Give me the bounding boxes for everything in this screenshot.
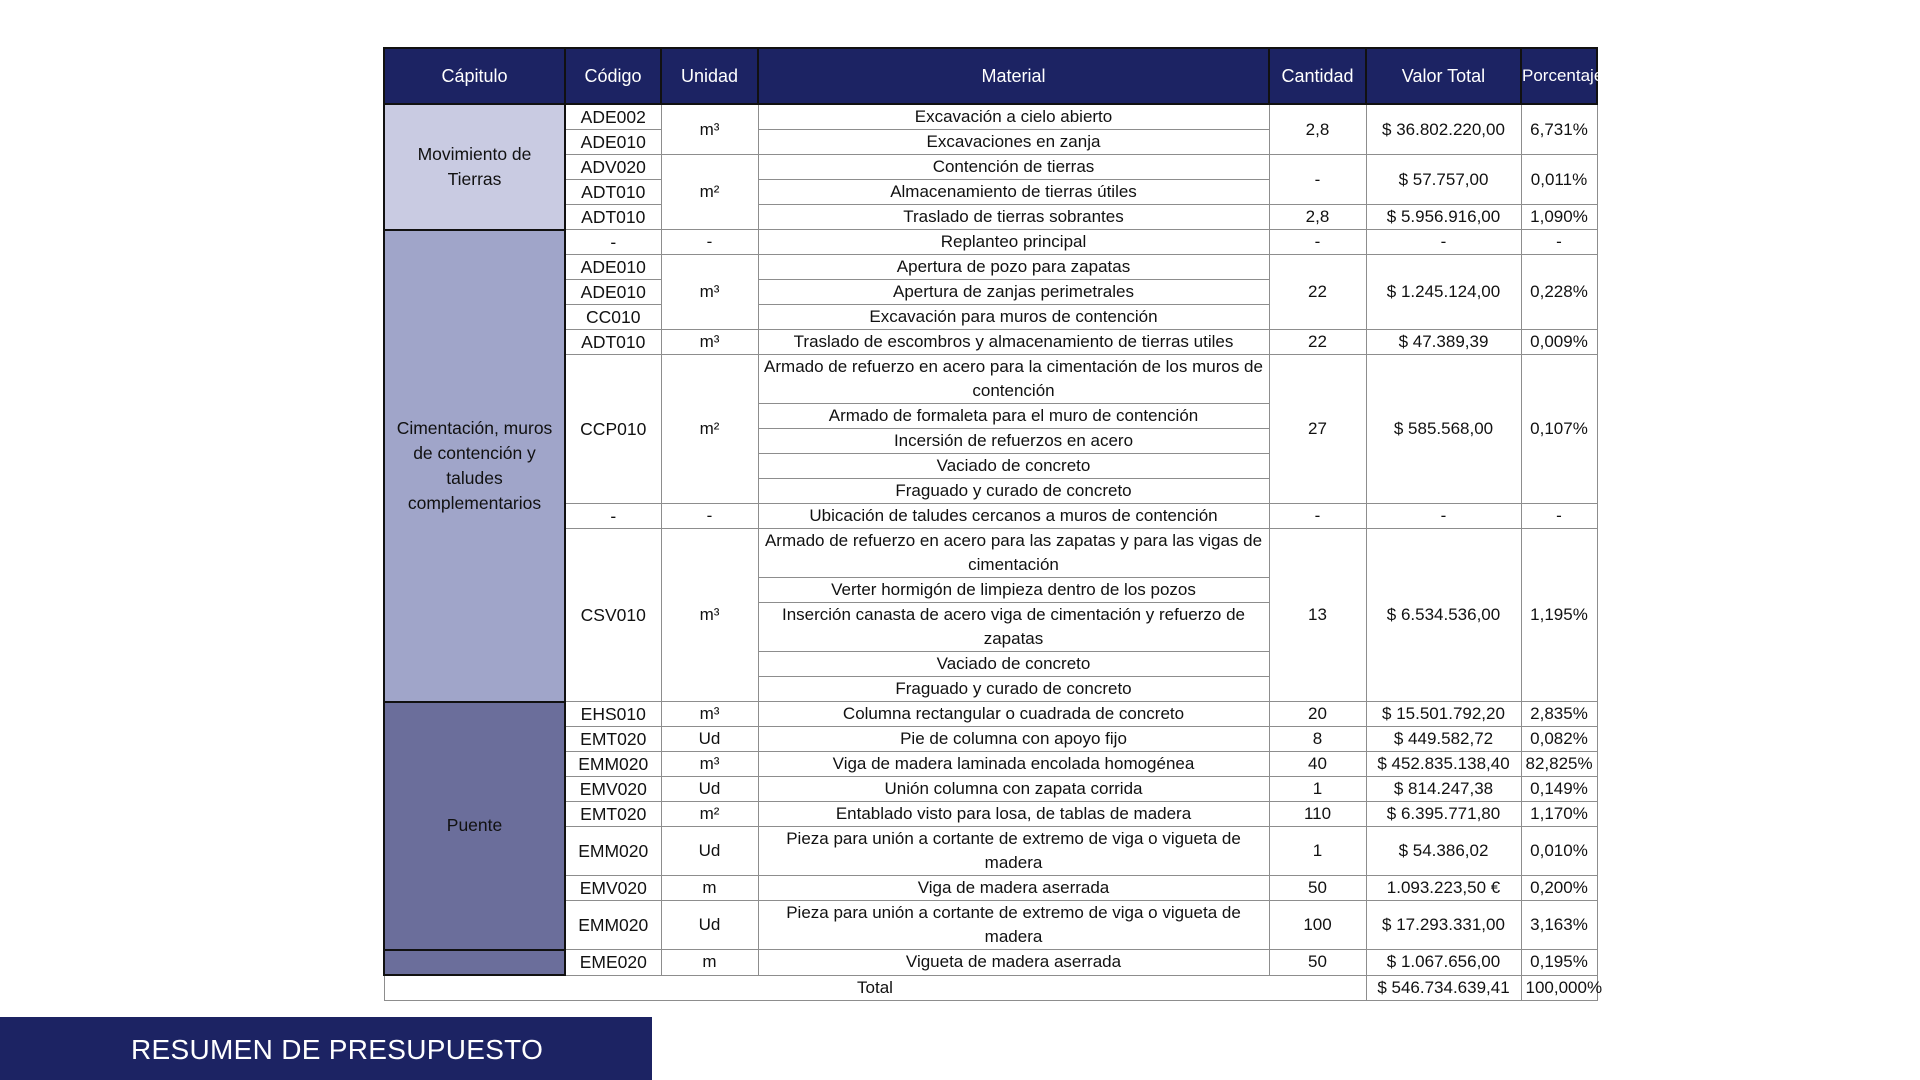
material-cell: Armado de refuerzo en acero para la cimentación de los muros de contención xyxy=(758,355,1269,404)
material-cell: Excavaciones en zanja xyxy=(758,130,1269,155)
material-cell: Contención de tierras xyxy=(758,155,1269,180)
value-cell: $ 47.389,39 xyxy=(1366,330,1521,355)
quantity-cell: 1 xyxy=(1269,827,1366,876)
percentage-cell: 0,228% xyxy=(1521,255,1597,330)
unit-cell: m xyxy=(661,876,758,901)
table-row xyxy=(384,330,1597,355)
code-cell: EMT020 xyxy=(565,802,661,827)
table-row xyxy=(384,529,1597,578)
material-cell: Apertura de zanjas perimetrales xyxy=(758,280,1269,305)
table-row xyxy=(384,752,1597,777)
table-row xyxy=(384,355,1597,404)
unit-cell: m² xyxy=(661,355,758,504)
unit-cell: m xyxy=(661,950,758,976)
quantity-cell: 40 xyxy=(1269,752,1366,777)
material-cell: Armado de formaleta para el muro de contención xyxy=(758,404,1269,429)
table-row xyxy=(384,802,1597,827)
percentage-cell: - xyxy=(1521,230,1597,255)
chapter-cell: Cimentación, muros de contención y taludes complementarios xyxy=(384,230,565,702)
percentage-cell: 1,090% xyxy=(1521,205,1597,230)
code-cell: - xyxy=(565,504,661,529)
code-cell: EMM020 xyxy=(565,827,661,876)
value-cell: $ 15.501.792,20 xyxy=(1366,702,1521,727)
header-total-value: Valor Total xyxy=(1366,48,1521,104)
unit-cell: Ud xyxy=(661,777,758,802)
quantity-cell: 50 xyxy=(1269,876,1366,901)
value-cell: $ 5.956.916,00 xyxy=(1366,205,1521,230)
quantity-cell: 110 xyxy=(1269,802,1366,827)
chapter-cell: Movimiento de Tierras xyxy=(384,104,565,230)
value-cell: $ 17.293.331,00 xyxy=(1366,901,1521,950)
code-cell: ADE010 xyxy=(565,280,661,305)
value-cell: $ 814.247,38 xyxy=(1366,777,1521,802)
quantity-cell: - xyxy=(1269,155,1366,205)
code-cell: EME020 xyxy=(565,950,661,976)
table-row xyxy=(384,702,1597,727)
table-header-row xyxy=(384,48,1597,104)
material-cell: Unión columna con zapata corrida xyxy=(758,777,1269,802)
material-cell: Entablado visto para losa, de tablas de madera xyxy=(758,802,1269,827)
header-percentage: Porcentaje xyxy=(1521,48,1597,104)
code-cell: EMV020 xyxy=(565,876,661,901)
unit-cell: m² xyxy=(661,155,758,230)
material-cell: Traslado de escombros y almacenamiento de tierras utiles xyxy=(758,330,1269,355)
code-cell: EMM020 xyxy=(565,901,661,950)
unit-cell: m³ xyxy=(661,255,758,330)
code-cell: ADV020 xyxy=(565,155,661,180)
table-row xyxy=(384,950,1597,976)
quantity-cell: 2,8 xyxy=(1269,205,1366,230)
code-cell: CCP010 xyxy=(565,355,661,504)
unit-cell: - xyxy=(661,230,758,255)
value-cell: 1.093.223,50 € xyxy=(1366,876,1521,901)
chapter-cell: Puente xyxy=(384,702,565,950)
material-cell: Viga de madera laminada encolada homogénea xyxy=(758,752,1269,777)
material-cell: Incersión de refuerzos en acero xyxy=(758,429,1269,454)
table-row xyxy=(384,104,1597,130)
quantity-cell: 100 xyxy=(1269,901,1366,950)
value-cell: $ 449.582,72 xyxy=(1366,727,1521,752)
table-row xyxy=(384,230,1597,255)
material-cell: Vaciado de concreto xyxy=(758,652,1269,677)
percentage-cell: 0,200% xyxy=(1521,876,1597,901)
quantity-cell: 8 xyxy=(1269,727,1366,752)
code-cell: ADT010 xyxy=(565,330,661,355)
quantity-cell: 50 xyxy=(1269,950,1366,976)
percentage-cell: 2,835% xyxy=(1521,702,1597,727)
code-cell: EMT020 xyxy=(565,727,661,752)
code-cell: CSV010 xyxy=(565,529,661,702)
unit-cell: m³ xyxy=(661,529,758,702)
material-cell: Viga de madera aserrada xyxy=(758,876,1269,901)
percentage-cell: 1,170% xyxy=(1521,802,1597,827)
material-cell: Almacenamiento de tierras útiles xyxy=(758,180,1269,205)
material-cell: Inserción canasta de acero viga de cimentación y refuerzo de zapatas xyxy=(758,603,1269,652)
table-row xyxy=(384,777,1597,802)
percentage-cell: 0,149% xyxy=(1521,777,1597,802)
unit-cell: Ud xyxy=(661,727,758,752)
code-cell: ADT010 xyxy=(565,180,661,205)
quantity-cell: 20 xyxy=(1269,702,1366,727)
table-row xyxy=(384,155,1597,180)
unit-cell: m³ xyxy=(661,104,758,155)
material-cell: Pieza para unión a cortante de extremo de viga o vigueta de madera xyxy=(758,901,1269,950)
quantity-cell: - xyxy=(1269,230,1366,255)
code-cell: CC010 xyxy=(565,305,661,330)
budget-table xyxy=(383,47,1604,1001)
header-chapter: Cápitulo xyxy=(384,48,565,104)
material-cell: Ubicación de taludes cercanos a muros de contención xyxy=(758,504,1269,529)
value-cell: - xyxy=(1366,230,1521,255)
percentage-cell: 0,107% xyxy=(1521,355,1597,504)
unit-cell: m³ xyxy=(661,752,758,777)
header-code: Código xyxy=(565,48,661,104)
percentage-cell: 1,195% xyxy=(1521,529,1597,702)
table-row xyxy=(384,255,1597,280)
material-cell: Pieza para unión a cortante de extremo de viga o vigueta de madera xyxy=(758,827,1269,876)
quantity-cell: 13 xyxy=(1269,529,1366,702)
header-quantity: Cantidad xyxy=(1269,48,1366,104)
value-cell: $ 36.802.220,00 xyxy=(1366,104,1521,155)
percentage-cell: 0,195% xyxy=(1521,950,1597,976)
total-row xyxy=(384,975,1597,1001)
material-cell: Traslado de tierras sobrantes xyxy=(758,205,1269,230)
value-cell: - xyxy=(1366,504,1521,529)
table-row xyxy=(384,504,1597,529)
unit-cell: m² xyxy=(661,802,758,827)
material-cell: Vigueta de madera aserrada xyxy=(758,950,1269,976)
header-material: Material xyxy=(758,48,1269,104)
material-cell: Armado de refuerzo en acero para las zapatas y para las vigas de cimentación xyxy=(758,529,1269,578)
code-cell: - xyxy=(565,230,661,255)
material-cell: Excavación a cielo abierto xyxy=(758,104,1269,130)
material-cell: Replanteo principal xyxy=(758,230,1269,255)
title-banner xyxy=(0,1017,652,1080)
unit-cell: m³ xyxy=(661,330,758,355)
code-cell: ADE002 xyxy=(565,104,661,130)
table-row xyxy=(384,205,1597,230)
material-cell: Fraguado y curado de concreto xyxy=(758,479,1269,504)
total-value: $ 546.734.639,41 xyxy=(1366,975,1521,1001)
quantity-cell: 22 xyxy=(1269,255,1366,330)
material-cell: Verter hormigón de limpieza dentro de los pozos xyxy=(758,578,1269,603)
header-unit: Unidad xyxy=(661,48,758,104)
unit-cell: Ud xyxy=(661,827,758,876)
code-cell: EMV020 xyxy=(565,777,661,802)
material-cell: Apertura de pozo para zapatas xyxy=(758,255,1269,280)
value-cell: $ 1.067.656,00 xyxy=(1366,950,1521,976)
unit-cell: - xyxy=(661,504,758,529)
unit-cell: m³ xyxy=(661,702,758,727)
total-label: Total xyxy=(384,975,1366,1001)
table-row xyxy=(384,876,1597,901)
code-cell: ADT010 xyxy=(565,205,661,230)
percentage-cell: 3,163% xyxy=(1521,901,1597,950)
percentage-cell: 0,011% xyxy=(1521,155,1597,205)
material-cell: Fraguado y curado de concreto xyxy=(758,677,1269,702)
value-cell: $ 57.757,00 xyxy=(1366,155,1521,205)
percentage-cell: 0,082% xyxy=(1521,727,1597,752)
unit-cell: Ud xyxy=(661,901,758,950)
material-cell: Columna rectangular o cuadrada de concreto xyxy=(758,702,1269,727)
table-row xyxy=(384,727,1597,752)
material-cell: Excavación para muros de contención xyxy=(758,305,1269,330)
total-percentage: 100,000% xyxy=(1521,975,1597,1001)
slide-title: RESUMEN DE PRESUPUESTO xyxy=(131,1034,544,1065)
value-cell: $ 6.395.771,80 xyxy=(1366,802,1521,827)
percentage-cell: 0,009% xyxy=(1521,330,1597,355)
code-cell: EMM020 xyxy=(565,752,661,777)
value-cell: $ 54.386,02 xyxy=(1366,827,1521,876)
material-cell: Pie de columna con apoyo fijo xyxy=(758,727,1269,752)
percentage-cell: 0,010% xyxy=(1521,827,1597,876)
code-cell: ADE010 xyxy=(565,130,661,155)
quantity-cell: - xyxy=(1269,504,1366,529)
value-cell: $ 6.534.536,00 xyxy=(1366,529,1521,702)
percentage-cell: 82,825% xyxy=(1521,752,1597,777)
material-cell: Vaciado de concreto xyxy=(758,454,1269,479)
code-cell: ADE010 xyxy=(565,255,661,280)
percentage-cell: 6,731% xyxy=(1521,104,1597,155)
chapter-cell-continuation xyxy=(384,950,565,976)
quantity-cell: 27 xyxy=(1269,355,1366,504)
percentage-cell: - xyxy=(1521,504,1597,529)
value-cell: $ 585.568,00 xyxy=(1366,355,1521,504)
value-cell: $ 1.245.124,00 xyxy=(1366,255,1521,330)
quantity-cell: 1 xyxy=(1269,777,1366,802)
quantity-cell: 22 xyxy=(1269,330,1366,355)
code-cell: EHS010 xyxy=(565,702,661,727)
value-cell: $ 452.835.138,40 xyxy=(1366,752,1521,777)
quantity-cell: 2,8 xyxy=(1269,104,1366,155)
